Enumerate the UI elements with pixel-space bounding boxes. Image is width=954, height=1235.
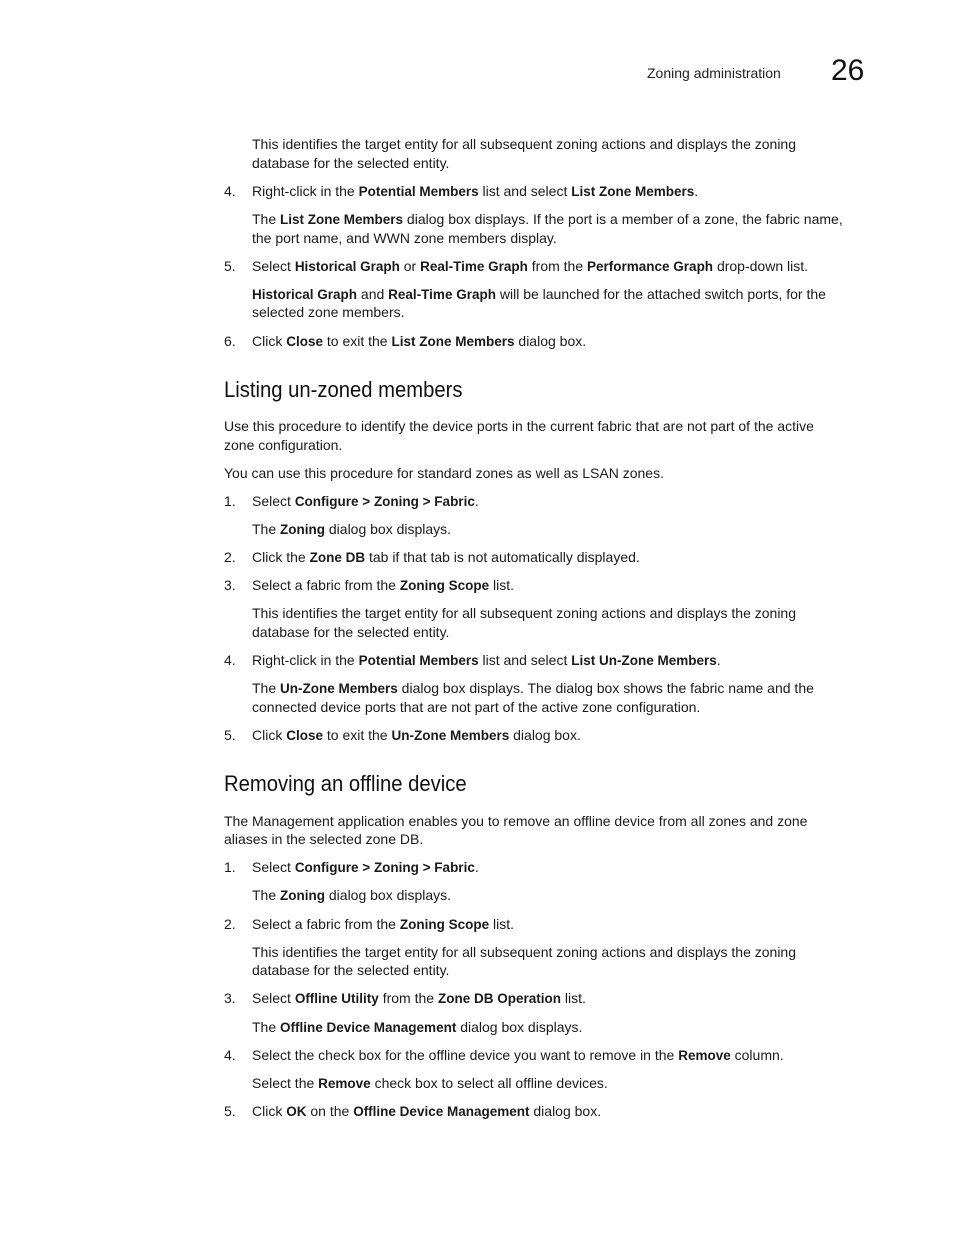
paragraph-line: the port name, and WWN zone members display. [252, 230, 557, 246]
paragraph-line: This identifies the target entity for all subsequent zoning actions and displays the zoning [252, 605, 796, 621]
paragraph-line: database for the selected entity. [252, 962, 450, 978]
step-number: 3. [224, 990, 236, 1006]
section-heading: Listing un-zoned members [224, 377, 463, 402]
paragraph-line: aliases in the selected zone DB. [224, 831, 424, 847]
step-number: 5. [224, 727, 236, 743]
step-1-note: The Zoning dialog box displays. [252, 521, 452, 537]
step-3-note: The Offline Device Management dialog box displays. [252, 1019, 583, 1035]
step-number: 2. [224, 916, 236, 932]
step-number: 2. [224, 549, 236, 565]
step-1-note: The Zoning dialog box displays. [252, 887, 452, 903]
paragraph-line: connected device ports that are not part of the active zone configuration. [252, 699, 701, 715]
step-2: Select a fabric from the Zoning Scope list. [252, 916, 514, 932]
chapter-number: 26 [831, 54, 865, 87]
paragraph-line: The Management application enables you to remove an offline device from all zones and zone [224, 813, 808, 829]
step-number: 1. [224, 859, 236, 875]
paragraph-line: zone configuration. [224, 437, 343, 453]
step-number: 5. [224, 258, 236, 274]
step-3: Select Offline Utility from the Zone DB Operation list. [252, 990, 586, 1006]
step-1: Select Configure > Zoning > Fabric. [252, 859, 479, 875]
step-4-note: Select the Remove check box to select all offline devices. [252, 1075, 608, 1091]
step-number: 3. [224, 577, 236, 593]
paragraph-line: database for the selected entity. [252, 624, 450, 640]
chapter-title: Zoning administration [647, 65, 781, 81]
step-4: Right-click in the Potential Members list and select List Un-Zone Members. [252, 652, 721, 668]
step-number: 1. [224, 493, 236, 509]
step-6: Click Close to exit the List Zone Members dialog box. [252, 333, 587, 349]
step-5: Click Close to exit the Un-Zone Members dialog box. [252, 727, 581, 743]
step-1: Select Configure > Zoning > Fabric. [252, 493, 479, 509]
step-2: Click the Zone DB tab if that tab is not automatically displayed. [252, 549, 640, 565]
step-5-note: Historical Graph and Real-Time Graph will be launched for the attached switch ports, for the [252, 286, 826, 302]
step-3: Select a fabric from the Zoning Scope list. [252, 577, 514, 593]
step-number: 4. [224, 1047, 236, 1063]
step-number: 4. [224, 652, 236, 668]
paragraph-line: selected zone members. [252, 304, 405, 320]
step-4: Select the check box for the offline device you want to remove in the Remove column. [252, 1047, 784, 1063]
section-heading: Removing an offline device [224, 771, 467, 796]
paragraph-line: This identifies the target entity for all subsequent zoning actions and displays the zoning [252, 944, 796, 960]
step-5: Click OK on the Offline Device Management dialog box. [252, 1103, 602, 1119]
paragraph-line: database for the selected entity. [252, 155, 450, 171]
paragraph-line: Use this procedure to identify the device ports in the current fabric that are not part of the active [224, 418, 814, 434]
paragraph-line: You can use this procedure for standard zones as well as LSAN zones. [224, 465, 664, 481]
step-4: Right-click in the Potential Members list and select List Zone Members. [252, 183, 699, 199]
step-4-note: The List Zone Members dialog box displays. If the port is a member of a zone, the fabric name, [252, 211, 843, 227]
step-4-note: The Un-Zone Members dialog box displays. The dialog box shows the fabric name and the [252, 680, 814, 696]
paragraph-line: This identifies the target entity for all subsequent zoning actions and displays the zoning [252, 136, 796, 152]
step-5: Select Historical Graph or Real-Time Graph from the Performance Graph drop-down list. [252, 258, 808, 274]
step-number: 4. [224, 183, 236, 199]
step-number: 6. [224, 333, 236, 349]
step-number: 5. [224, 1103, 236, 1119]
